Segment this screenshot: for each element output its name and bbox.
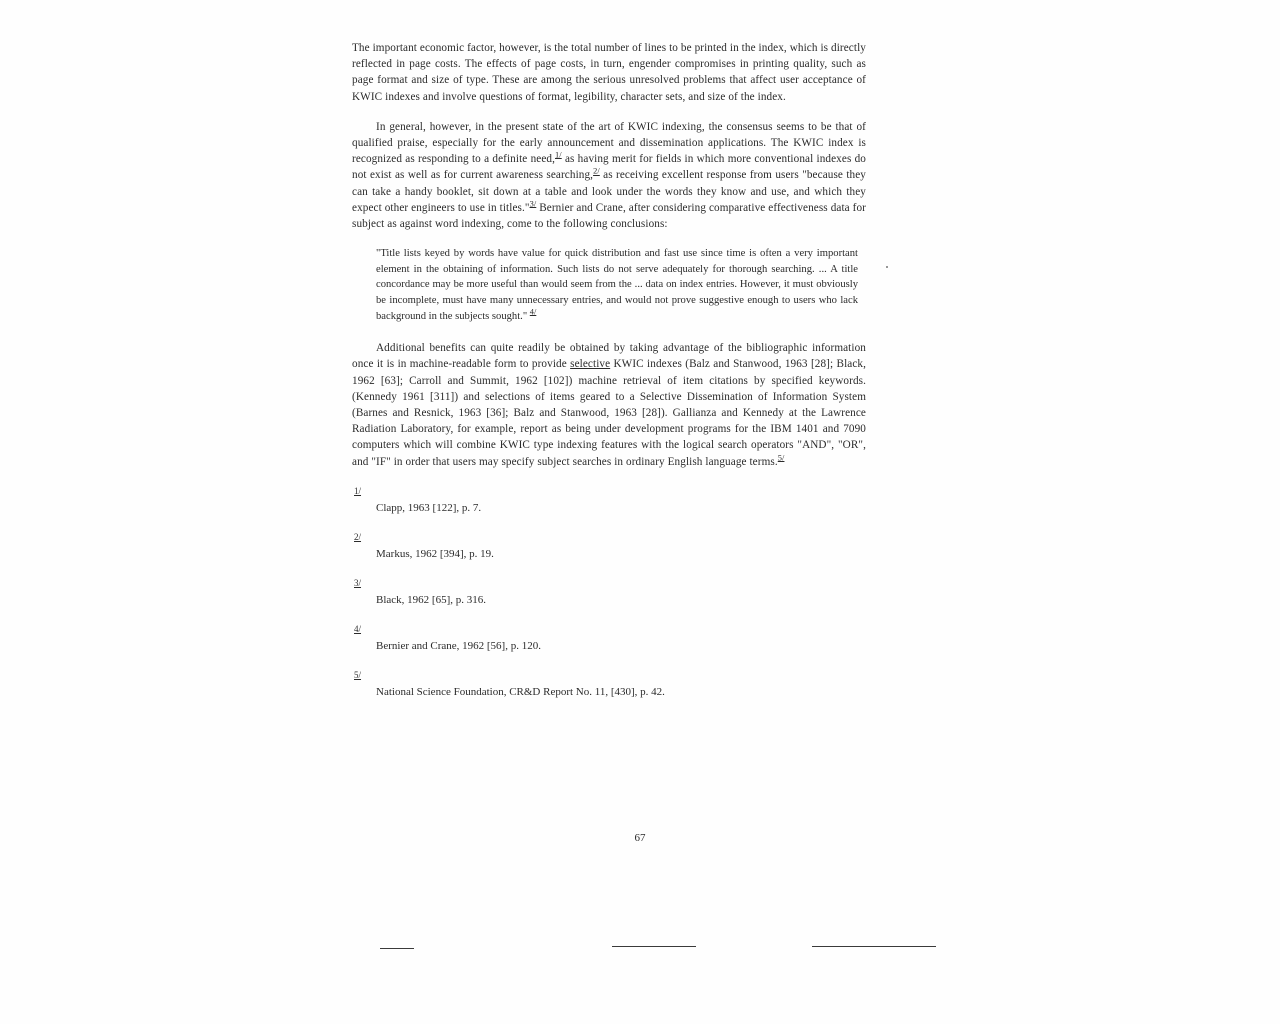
page-number: 67 <box>634 832 646 844</box>
footnote-4-text: Bernier and Crane, 1962 [56], p. 120. <box>376 639 541 652</box>
paragraph-consensus <box>352 119 866 232</box>
scanned-text-body <box>352 40 866 714</box>
footnote-3 <box>352 576 866 608</box>
paragraph-benefits-part1: Additional benefits can quite readily be obtained by taking advantage of the bibliographic information once it is in machine-readable form to provide <box>352 342 866 371</box>
paragraph-consensus-part3: as receiving excellent response from users "because they can take a handy booklet, sit down at a table and look under the words they know and use, and which they expect other engineers to use in titles." <box>352 169 866 214</box>
footnote-ref-1[interactable]: 1/ <box>555 150 562 160</box>
footnotes-section <box>352 484 866 700</box>
scan-mark-center <box>612 946 696 947</box>
footnote-4-mark: 4/ <box>354 623 362 634</box>
paragraph-consensus-part1: In general, however, in the present state of the art of KWIC indexing, the consensus seems to be that of qualified praise, especially for the early announcement and dissemination applications. The KWIC index is recognized as responding to a definite need, <box>352 120 866 166</box>
paragraph-benefits-part2: KWIC indexes (Balz and Stanwood, 1963 [28]; Black, 1962 [63]; Carroll and Summit, 1962 [102]) machine retrieval of item citations by specified keywords. (Kennedy 1961 [311]) and selections of items geared to a Selective Dissemination of Information System (Barnes and Resnick, 1963 [36]; Balz and Stanwood, 1963 [28]). Gallianza and Kennedy at the Lawrence Radiation Laboratory, for example, report as being under development programs for the IBM 1401 and 7090 computers which will combine KWIC type indexing features with the logical search operators "AND", "OR", and "IF" in order that users may specify subject searches in ordinary English language terms. <box>352 358 867 468</box>
scan-mark-left <box>380 948 414 949</box>
scan-edge-marks <box>0 940 1280 954</box>
footnote-5-mark: 5/ <box>354 669 362 680</box>
scan-mark-right <box>812 946 936 947</box>
footnote-2-text: Markus, 1962 [394], p. 19. <box>376 547 494 560</box>
footnote-ref-4[interactable]: 4/ <box>529 307 537 317</box>
footnote-3-mark: 3/ <box>354 577 362 588</box>
footnote-2-mark: 2/ <box>354 531 362 542</box>
paragraph-consensus-part4: Bernier and Crane, after considering comparative effectiveness data for subject as against word indexing, come to the following conclusions: <box>352 201 867 231</box>
paragraph-additional-benefits <box>352 340 866 470</box>
paragraph-consensus-part2: as having merit for fields in which more conventional indexes do not exist as well as for current awareness searching, <box>352 153 867 182</box>
footnote-ref-3[interactable]: 3/ <box>529 199 537 209</box>
paragraph-economic-factor: The important economic factor, however, is the total number of lines to be printed in the index, which is directly reflected in page costs. The effects of page costs, in turn, engender compromises in printing quality, such as page format and size of type. These are among the serious unresolved problems that affect user acceptance of KWIC indexes and involve questions of format, legibility, character sets, and size of the index. <box>352 42 866 103</box>
footnote-5 <box>352 668 866 700</box>
footnote-1 <box>352 484 866 516</box>
footnote-1-text: Clapp, 1963 [122], p. 7. <box>376 501 482 514</box>
blockquote-bernier-crane <box>352 246 866 324</box>
footnote-5-text: National Science Foundation, CR&D Report No. 11, [430], p. 42. <box>376 685 665 698</box>
footnote-ref-2[interactable]: 2/ <box>593 166 600 176</box>
footnote-4 <box>352 622 866 654</box>
footnote-1-mark: 1/ <box>354 485 362 496</box>
blockquote-text: "Title lists keyed by words have value for quick distribution and fast use since time is often a very important element in the obtaining of information. Such lists do not serve adequately for thorough searching. ... A title concordance may be more useful than would seem from the ... data on index entries. However, it must obviously be incomplete, must have many unnecessary entries, and would not prove suggestive enough to users who lack background in the subjects sought." <box>376 248 858 322</box>
footnote-ref-5[interactable]: 5/ <box>777 452 785 462</box>
emphasis-selective: selective <box>570 358 611 371</box>
footnote-3-text: Black, 1962 [65], p. 316. <box>376 593 486 606</box>
scan-speck <box>886 266 888 268</box>
footnote-2 <box>352 530 866 562</box>
